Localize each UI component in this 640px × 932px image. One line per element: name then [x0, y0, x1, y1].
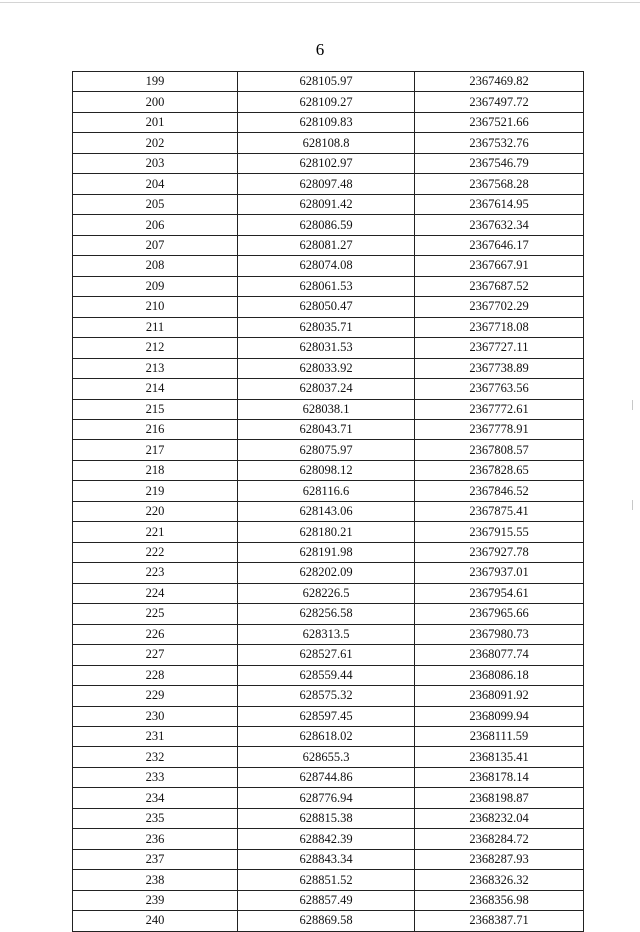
y-coordinate-cell: 2368077.74 [415, 645, 584, 665]
table-row [73, 767, 584, 787]
y-coordinate-cell: 2367915.55 [415, 522, 584, 542]
point-number-cell: 224 [73, 583, 238, 603]
y-coordinate-cell: 2367521.66 [415, 112, 584, 132]
x-coordinate-cell: 628043.71 [238, 419, 415, 439]
y-coordinate-cell: 2368326.32 [415, 870, 584, 890]
table-row [73, 276, 584, 296]
table-row [73, 460, 584, 480]
table-row [73, 727, 584, 747]
y-coordinate-cell: 2367778.91 [415, 419, 584, 439]
y-coordinate-cell: 2367937.01 [415, 563, 584, 583]
point-number-cell: 210 [73, 297, 238, 317]
point-number-cell: 222 [73, 542, 238, 562]
point-number-cell: 225 [73, 604, 238, 624]
x-coordinate-cell: 628061.53 [238, 276, 415, 296]
x-coordinate-cell: 628074.08 [238, 256, 415, 276]
y-coordinate-cell: 2367646.17 [415, 235, 584, 255]
x-coordinate-cell: 628226.5 [238, 583, 415, 603]
y-coordinate-cell: 2367568.28 [415, 174, 584, 194]
point-number-cell: 237 [73, 849, 238, 869]
point-number-cell: 232 [73, 747, 238, 767]
x-coordinate-cell: 628655.3 [238, 747, 415, 767]
y-coordinate-cell: 2367954.61 [415, 583, 584, 603]
y-coordinate-cell: 2367772.61 [415, 399, 584, 419]
x-coordinate-cell: 628180.21 [238, 522, 415, 542]
scan-mark [632, 400, 633, 410]
x-coordinate-cell: 628851.52 [238, 870, 415, 890]
point-number-cell: 218 [73, 460, 238, 480]
y-coordinate-cell: 2367738.89 [415, 358, 584, 378]
table-row [73, 808, 584, 828]
point-number-cell: 230 [73, 706, 238, 726]
y-coordinate-cell: 2368099.94 [415, 706, 584, 726]
y-coordinate-cell: 2367846.52 [415, 481, 584, 501]
x-coordinate-cell: 628597.45 [238, 706, 415, 726]
point-number-cell: 229 [73, 686, 238, 706]
point-number-cell: 226 [73, 624, 238, 644]
coordinate-table-body [73, 72, 584, 932]
point-number-cell: 220 [73, 501, 238, 521]
x-coordinate-cell: 628815.38 [238, 808, 415, 828]
table-row [73, 870, 584, 890]
x-coordinate-cell: 628575.32 [238, 686, 415, 706]
x-coordinate-cell: 628842.39 [238, 829, 415, 849]
table-row [73, 338, 584, 358]
y-coordinate-cell: 2367875.41 [415, 501, 584, 521]
table-row [73, 542, 584, 562]
point-number-cell: 211 [73, 317, 238, 337]
y-coordinate-cell: 2367763.56 [415, 379, 584, 399]
y-coordinate-cell: 2367614.95 [415, 194, 584, 214]
y-coordinate-cell: 2367727.11 [415, 338, 584, 358]
table-row [73, 788, 584, 808]
x-coordinate-cell: 628776.94 [238, 788, 415, 808]
x-coordinate-cell: 628050.47 [238, 297, 415, 317]
point-number-cell: 236 [73, 829, 238, 849]
y-coordinate-cell: 2368356.98 [415, 890, 584, 910]
point-number-cell: 202 [73, 133, 238, 153]
table-row [73, 645, 584, 665]
coordinate-table [72, 71, 584, 932]
point-number-cell: 214 [73, 379, 238, 399]
x-coordinate-cell: 628116.6 [238, 481, 415, 501]
point-number-cell: 212 [73, 338, 238, 358]
x-coordinate-cell: 628256.58 [238, 604, 415, 624]
table-row [73, 522, 584, 542]
point-number-cell: 227 [73, 645, 238, 665]
y-coordinate-cell: 2368178.14 [415, 767, 584, 787]
table-row [73, 686, 584, 706]
x-coordinate-cell: 628035.71 [238, 317, 415, 337]
x-coordinate-cell: 628031.53 [238, 338, 415, 358]
y-coordinate-cell: 2367980.73 [415, 624, 584, 644]
x-coordinate-cell: 628109.27 [238, 92, 415, 112]
table-row [73, 112, 584, 132]
x-coordinate-cell: 628313.5 [238, 624, 415, 644]
table-row [73, 72, 584, 92]
x-coordinate-cell: 628744.86 [238, 767, 415, 787]
table-row [73, 829, 584, 849]
table-row [73, 317, 584, 337]
x-coordinate-cell: 628191.98 [238, 542, 415, 562]
x-coordinate-cell: 628075.97 [238, 440, 415, 460]
table-row [73, 256, 584, 276]
x-coordinate-cell: 628105.97 [238, 72, 415, 92]
x-coordinate-cell: 628091.42 [238, 194, 415, 214]
y-coordinate-cell: 2368198.87 [415, 788, 584, 808]
y-coordinate-cell: 2367469.82 [415, 72, 584, 92]
y-coordinate-cell: 2368135.41 [415, 747, 584, 767]
table-row [73, 706, 584, 726]
point-number-cell: 213 [73, 358, 238, 378]
table-row [73, 849, 584, 869]
x-coordinate-cell: 628109.83 [238, 112, 415, 132]
x-coordinate-cell: 628143.06 [238, 501, 415, 521]
x-coordinate-cell: 628618.02 [238, 727, 415, 747]
table-row [73, 194, 584, 214]
point-number-cell: 221 [73, 522, 238, 542]
point-number-cell: 240 [73, 911, 238, 931]
y-coordinate-cell: 2367497.72 [415, 92, 584, 112]
y-coordinate-cell: 2367828.65 [415, 460, 584, 480]
y-coordinate-cell: 2367702.29 [415, 297, 584, 317]
y-coordinate-cell: 2367687.52 [415, 276, 584, 296]
y-coordinate-cell: 2367632.34 [415, 215, 584, 235]
point-number-cell: 209 [73, 276, 238, 296]
table-row [73, 624, 584, 644]
point-number-cell: 200 [73, 92, 238, 112]
point-number-cell: 203 [73, 153, 238, 173]
point-number-cell: 233 [73, 767, 238, 787]
x-coordinate-cell: 628857.49 [238, 890, 415, 910]
y-coordinate-cell: 2367808.57 [415, 440, 584, 460]
y-coordinate-cell: 2368287.93 [415, 849, 584, 869]
x-coordinate-cell: 628038.1 [238, 399, 415, 419]
scan-mark [632, 500, 633, 510]
y-coordinate-cell: 2367927.78 [415, 542, 584, 562]
table-row [73, 399, 584, 419]
y-coordinate-cell: 2367667.91 [415, 256, 584, 276]
y-coordinate-cell: 2367546.79 [415, 153, 584, 173]
x-coordinate-cell: 628843.34 [238, 849, 415, 869]
x-coordinate-cell: 628527.61 [238, 645, 415, 665]
y-coordinate-cell: 2368232.04 [415, 808, 584, 828]
table-row [73, 440, 584, 460]
x-coordinate-cell: 628559.44 [238, 665, 415, 685]
x-coordinate-cell: 628037.24 [238, 379, 415, 399]
table-row [73, 379, 584, 399]
point-number-cell: 239 [73, 890, 238, 910]
y-coordinate-cell: 2367965.66 [415, 604, 584, 624]
table-row [73, 890, 584, 910]
x-coordinate-cell: 628108.8 [238, 133, 415, 153]
x-coordinate-cell: 628202.09 [238, 563, 415, 583]
table-row [73, 419, 584, 439]
point-number-cell: 216 [73, 419, 238, 439]
point-number-cell: 219 [73, 481, 238, 501]
point-number-cell: 223 [73, 563, 238, 583]
table-row [73, 297, 584, 317]
point-number-cell: 208 [73, 256, 238, 276]
table-row [73, 358, 584, 378]
x-coordinate-cell: 628097.48 [238, 174, 415, 194]
table-row [73, 481, 584, 501]
y-coordinate-cell: 2368284.72 [415, 829, 584, 849]
point-number-cell: 205 [73, 194, 238, 214]
x-coordinate-cell: 628869.58 [238, 911, 415, 931]
point-number-cell: 217 [73, 440, 238, 460]
x-coordinate-cell: 628098.12 [238, 460, 415, 480]
top-rule [0, 2, 640, 3]
y-coordinate-cell: 2368111.59 [415, 727, 584, 747]
x-coordinate-cell: 628086.59 [238, 215, 415, 235]
page-number: 6 [315, 40, 325, 59]
y-coordinate-cell: 2368086.18 [415, 665, 584, 685]
point-number-cell: 204 [73, 174, 238, 194]
y-coordinate-cell: 2367532.76 [415, 133, 584, 153]
table-row [73, 92, 584, 112]
point-number-cell: 215 [73, 399, 238, 419]
x-coordinate-cell: 628102.97 [238, 153, 415, 173]
point-number-cell: 206 [73, 215, 238, 235]
point-number-cell: 228 [73, 665, 238, 685]
y-coordinate-cell: 2368091.92 [415, 686, 584, 706]
point-number-cell: 199 [73, 72, 238, 92]
table-row [73, 235, 584, 255]
point-number-cell: 201 [73, 112, 238, 132]
table-row [73, 215, 584, 235]
x-coordinate-cell: 628081.27 [238, 235, 415, 255]
y-coordinate-cell: 2368387.71 [415, 911, 584, 931]
point-number-cell: 207 [73, 235, 238, 255]
y-coordinate-cell: 2367718.08 [415, 317, 584, 337]
table-row [73, 911, 584, 931]
table-row [73, 153, 584, 173]
point-number-cell: 238 [73, 870, 238, 890]
table-row [73, 174, 584, 194]
table-row [73, 665, 584, 685]
table-row [73, 583, 584, 603]
table-row [73, 604, 584, 624]
point-number-cell: 235 [73, 808, 238, 828]
point-number-cell: 234 [73, 788, 238, 808]
table-row [73, 747, 584, 767]
table-row [73, 501, 584, 521]
x-coordinate-cell: 628033.92 [238, 358, 415, 378]
point-number-cell: 231 [73, 727, 238, 747]
table-row [73, 133, 584, 153]
table-row [73, 563, 584, 583]
